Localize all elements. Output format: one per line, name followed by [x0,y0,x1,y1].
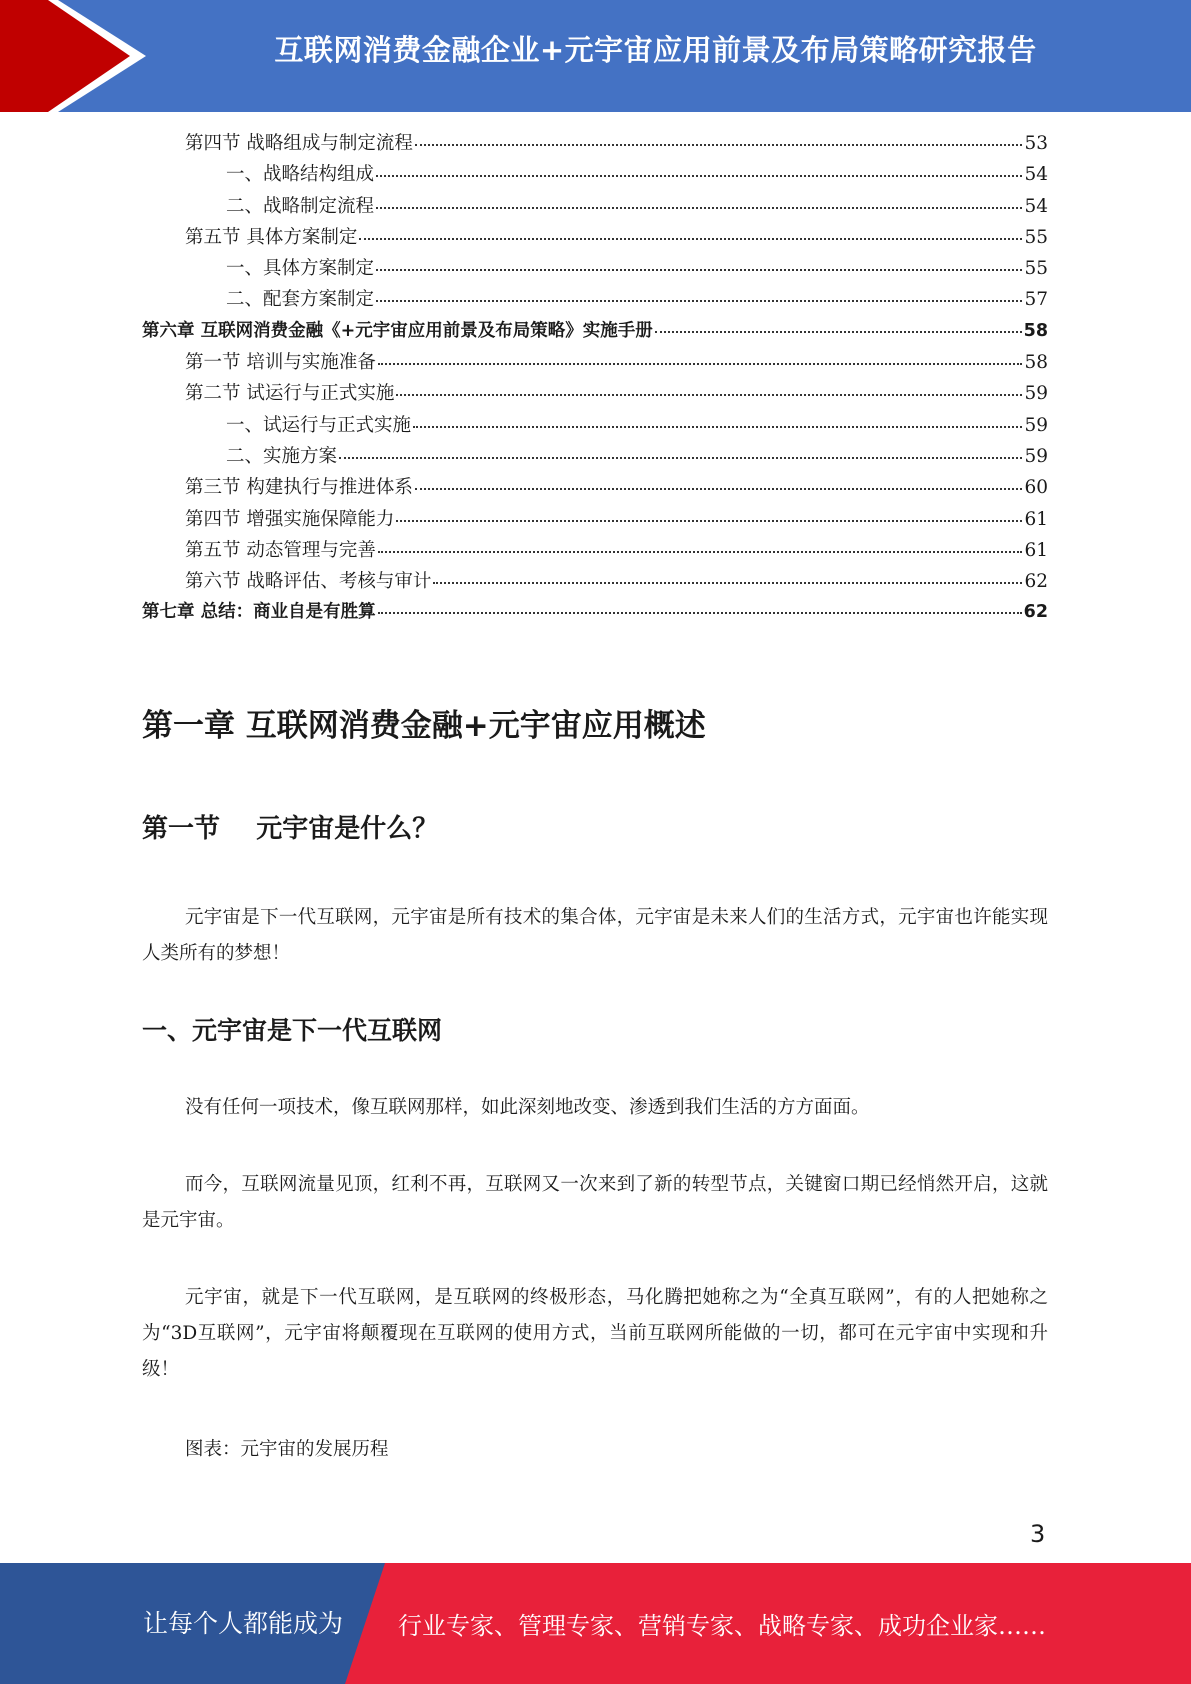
toc-entry-page: 61 [1024,508,1048,530]
toc-entry-page: 62 [1024,571,1048,593]
subsection-title: 一、元宇宙是下一代互联网 [142,1016,443,1045]
toc-entry-page: 59 [1024,383,1048,405]
toc-entry[interactable] [142,442,1048,473]
toc-entry-page: 53 [1024,133,1048,154]
toc-dot-leader [396,394,1022,396]
toc-dot-leader [413,426,1022,428]
toc-dot-leader [339,457,1022,459]
paragraph-2: 而今，互联网流量见顶，红利不再，互联网又一次来到了新的转型节点，关键窗口期已经悄然开启，这就是元宇宙。 [142,1174,1048,1231]
toc-entry-page: 62 [1023,602,1048,623]
toc-dot-leader [376,300,1022,302]
chapter-title: 第一章 互联网消费金融+元宇宙应用概述 [142,708,706,744]
page-number: 3 [1030,1520,1046,1548]
toc-entry-page: 54 [1024,164,1048,186]
toc-entry-page: 60 [1024,477,1048,499]
footer-slogan-left: 让每个人都能成为 [143,1609,344,1638]
intro-paragraph: 元宇宙是下一代互联网，元宇宙是所有技术的集合体，元宇宙是未来人们的生活方式，元宇宙也许能实现人类所有的梦想！ [142,907,1048,964]
toc-entry[interactable] [142,567,1048,598]
toc-entry-title: 第三节 构建执行与推进体系 [185,477,413,499]
toc-entry[interactable] [142,411,1048,442]
toc-entry-page: 61 [1024,539,1048,561]
section-title: 第一节 元宇宙是什么？ [142,814,439,844]
figure-caption: 图表：元宇宙的发展历程 [185,1439,389,1460]
page-footer [0,1563,1191,1684]
toc-entry[interactable] [142,160,1048,191]
toc-entry[interactable] [142,473,1048,504]
toc-entry-title: 第二节 试运行与正式实施 [185,383,395,405]
toc-entry[interactable] [142,536,1048,567]
toc-entry-page: 58 [1024,352,1048,374]
toc-dot-leader [378,363,1023,365]
toc-entry-page: 55 [1024,226,1048,248]
toc-entry-title: 一、试运行与正式实施 [226,414,412,436]
toc-dot-leader [378,612,1022,614]
toc-entry-page: 59 [1024,445,1048,467]
paragraph-3: 元宇宙，就是下一代互联网，是互联网的终极形态，马化腾把她称之为“全真互联网”，有的人把她称之为“3D互联网”，元宇宙将颠覆现在互联网的使用方式，当前互联网所能做的一切，都可在元宇宙中实现和升级！ [142,1287,1048,1380]
toc-entry-title: 第五节 具体方案制定 [185,226,358,248]
page-header [0,0,1191,112]
paragraph-1: 没有任何一项技术，像互联网那样，如此深刻地改变、渗透到我们生活的方方面面。 [185,1097,870,1118]
toc-entry[interactable] [142,192,1048,223]
toc-entry-title: 第四节 增强实施保障能力 [185,508,395,530]
toc-entry-page: 55 [1024,258,1048,280]
toc-dot-leader [433,582,1022,584]
toc-entry-title: 二、配套方案制定 [226,289,375,311]
report-title: 互联网消费金融企业+元宇宙应用前景及布局策略研究报告 [274,33,1037,67]
toc-entry-title: 第六节 战略评估、考核与审计 [185,571,432,593]
toc-entry[interactable] [142,223,1048,254]
toc-dot-leader [415,144,1023,146]
toc-dot-leader [376,207,1022,209]
toc-entry[interactable] [142,317,1048,348]
toc-entry-title: 二、实施方案 [226,445,338,467]
toc-entry[interactable] [142,379,1048,410]
toc-dot-leader [376,175,1022,177]
table-of-contents [142,129,1048,630]
header-arrow-decoration [0,0,160,112]
toc-dot-leader [359,238,1022,240]
toc-entry[interactable] [142,129,1048,160]
toc-entry-title: 一、战略结构组成 [226,164,375,186]
toc-entry-title: 第四节 战略组成与制定流程 [185,133,413,154]
toc-dot-leader [655,331,1022,333]
toc-entry[interactable] [142,254,1048,285]
toc-entry[interactable] [142,348,1048,379]
toc-entry-title: 一、具体方案制定 [226,258,375,280]
toc-entry-page: 57 [1024,289,1048,311]
toc-dot-leader [378,551,1023,553]
footer-slogan-right: 行业专家、管理专家、营销专家、战略专家、成功企业家…… [398,1612,1046,1640]
toc-entry-title: 第六章 互联网消费金融《+元宇宙应用前景及布局策略》实施手册 [142,320,653,341]
toc-entry[interactable] [142,598,1048,629]
toc-entry-page: 54 [1024,195,1048,217]
toc-entry-title: 第五节 动态管理与完善 [185,539,376,561]
toc-entry-title: 二、战略制定流程 [226,195,375,217]
toc-entry-title: 第七章 总结：商业自是有胜算 [142,602,376,623]
toc-dot-leader [376,269,1022,271]
toc-entry-page: 59 [1024,414,1048,436]
toc-entry-title: 第一节 培训与实施准备 [185,352,376,374]
toc-entry[interactable] [142,285,1048,316]
toc-dot-leader [396,520,1022,522]
toc-entry[interactable] [142,505,1048,536]
toc-entry-page: 58 [1023,320,1048,341]
toc-dot-leader [415,488,1023,490]
